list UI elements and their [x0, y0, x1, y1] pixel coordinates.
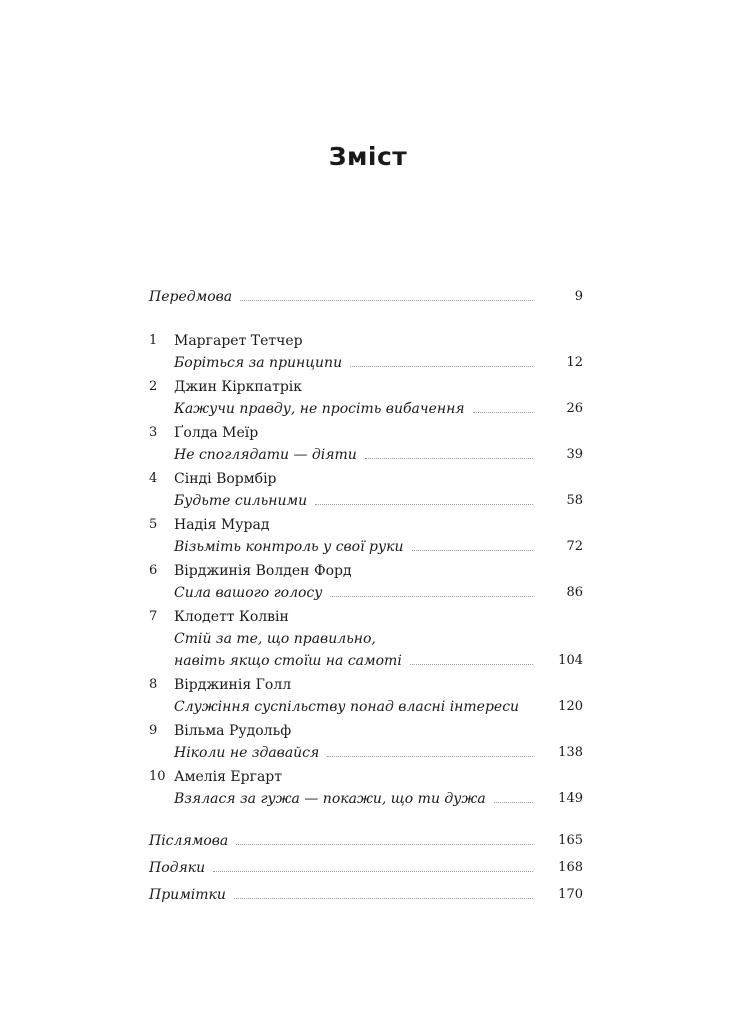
toc-chapter-subtitle[interactable]	[149, 352, 583, 374]
page-number: 120	[558, 699, 583, 714]
dot-leader	[473, 412, 533, 413]
chapter-author: Ґолда Меїр	[174, 425, 259, 441]
page-number: 26	[566, 401, 583, 416]
chapter-subtitle: Будьте сильними	[174, 493, 308, 509]
chapter-number: 9	[149, 723, 158, 738]
toc-chapter-subtitle[interactable]	[149, 444, 583, 466]
toc-entry-back[interactable]	[149, 830, 583, 852]
toc-chapter-name[interactable]	[149, 720, 583, 742]
toc-entry-back[interactable]	[149, 884, 583, 906]
chapter-author: Клодетт Колвін	[174, 609, 289, 625]
chapter-subtitle: Візьміть контроль у свої руки	[174, 539, 404, 555]
chapter-number: 3	[149, 425, 158, 440]
toc-chapter-name[interactable]	[149, 376, 583, 398]
page-number: 58	[566, 493, 583, 508]
chapter-subtitle: навіть якщо стоїш на самоті	[174, 653, 402, 669]
chapter-number: 5	[149, 517, 158, 532]
chapter-number: 7	[149, 609, 158, 624]
dot-leader	[315, 504, 533, 505]
dot-leader	[494, 802, 533, 803]
chapter-author: Надія Мурад	[174, 517, 270, 533]
page-number: 149	[558, 791, 583, 806]
page-number: 86	[566, 585, 583, 600]
chapter-subtitle: Не споглядати — діяти	[174, 447, 357, 463]
entry-title: Примітки	[149, 887, 226, 903]
page-number: 138	[558, 745, 583, 760]
toc-chapter-subtitle[interactable]	[149, 536, 583, 558]
toc-chapter-subtitle[interactable]	[149, 788, 583, 810]
page-number: 170	[558, 887, 583, 902]
toc-chapter-name[interactable]	[149, 468, 583, 490]
toc-entry-front[interactable]	[149, 286, 583, 308]
toc-chapter-subtitle[interactable]	[149, 742, 583, 764]
entry-title: Післямова	[149, 833, 229, 849]
dot-leader	[240, 300, 533, 301]
chapter-subtitle: Кажучи правду, не просіть вибачення	[174, 401, 465, 417]
dot-leader	[234, 898, 533, 899]
dot-leader	[365, 458, 533, 459]
toc-chapter-name[interactable]	[149, 422, 583, 444]
chapter-number: 6	[149, 563, 158, 578]
chapter-number: 2	[149, 379, 158, 394]
page-title: Зміст	[328, 142, 408, 171]
page-number: 12	[566, 355, 583, 370]
chapter-author: Вірджинія Волден Форд	[174, 563, 352, 579]
toc-chapter-subtitle[interactable]	[149, 582, 583, 604]
chapter-subtitle: Сила вашого голосу	[174, 585, 323, 601]
chapter-author: Вільма Рудольф	[174, 723, 292, 739]
chapter-number: 1	[149, 333, 158, 348]
page-number: 165	[558, 833, 583, 848]
page-number: 39	[566, 447, 583, 462]
chapter-number: 4	[149, 471, 158, 486]
chapter-subtitle: Стій за те, що правильно,	[174, 631, 376, 647]
dot-leader	[330, 596, 533, 597]
page-number: 168	[558, 860, 583, 875]
entry-title: Передмова	[149, 289, 233, 305]
toc-chapter-subtitle[interactable]	[149, 696, 583, 718]
dot-leader	[412, 550, 534, 551]
toc-chapter-name[interactable]	[149, 606, 583, 628]
toc-chapter-name[interactable]	[149, 560, 583, 582]
chapter-number: 10	[149, 769, 166, 784]
toc-chapter-name[interactable]	[149, 330, 583, 352]
page-number: 104	[558, 653, 583, 668]
chapter-subtitle: Взялася за гужа — покажи, що ти дужа	[174, 791, 486, 807]
toc-chapter-subtitle[interactable]	[149, 490, 583, 512]
dot-leader	[327, 756, 533, 757]
toc-chapter-subtitle[interactable]	[149, 650, 583, 672]
chapter-author: Маргарет Тетчер	[174, 333, 303, 349]
chapter-subtitle: Боріться за принципи	[174, 355, 343, 371]
page-number: 9	[574, 289, 583, 304]
toc-chapter-subtitle[interactable]	[149, 628, 583, 650]
page-number: 72	[566, 539, 583, 554]
chapter-author: Вірджинія Голл	[174, 677, 292, 693]
chapter-author: Джин Кіркпатрік	[174, 379, 303, 395]
dot-leader	[213, 871, 533, 872]
toc-chapter-subtitle[interactable]	[149, 398, 583, 420]
dot-leader	[410, 664, 533, 665]
toc-entry-back[interactable]	[149, 857, 583, 879]
chapter-subtitle: Ніколи не здавайся	[174, 745, 320, 761]
toc-chapter-name[interactable]	[149, 674, 583, 696]
dot-leader	[236, 844, 533, 845]
toc-chapter-name[interactable]	[149, 514, 583, 536]
chapter-number: 8	[149, 677, 158, 692]
entry-title: Подяки	[149, 860, 206, 876]
toc-chapter-name[interactable]	[149, 766, 583, 788]
chapter-author: Амелія Ергарт	[174, 769, 283, 785]
chapter-author: Сінді Вормбір	[174, 471, 277, 487]
dot-leader	[350, 366, 533, 367]
chapter-subtitle: Служіння суспільству понад власні інтереси	[174, 699, 520, 715]
